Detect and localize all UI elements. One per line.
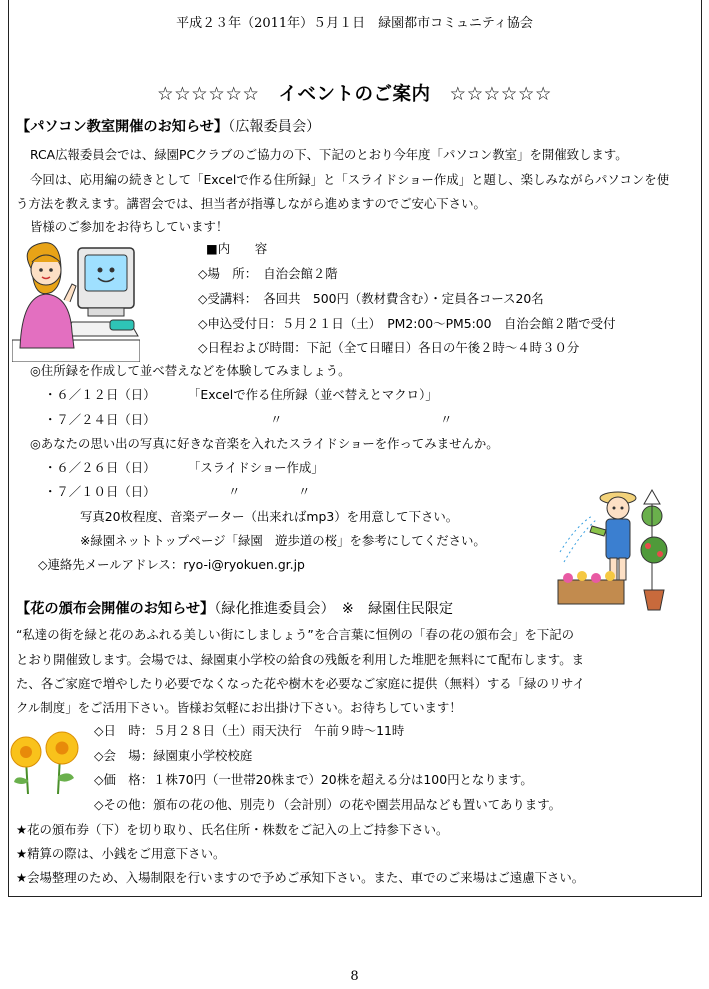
contact-email: ◇連絡先メールアドレス：ryo-i@ryokuen.gr.jp (38, 557, 305, 572)
course2-row2-ditto-2: 〃 (298, 484, 311, 499)
course2-row1-name: 「スライドショー作成」 (188, 460, 324, 475)
flower-note-1: ★花の頒布券（下）を切り取り、氏名住所・株数をご記入の上ご持参下さい。 (16, 822, 449, 837)
flower-heading (16, 601, 453, 618)
pc-heading-main: 【パソコン教室開催のお知らせ】 (16, 119, 229, 135)
flower-detail-datetime: ◇日 時：５月２８日（土）雨天決行 午前９時〜11時 (94, 723, 405, 738)
course1-row1-date: ・６／１２日（日） (44, 387, 156, 402)
flower-intro-4: クル制度」をご活用下さい。皆様お気軽にお出掛け下さい。お待ちしています！ (16, 700, 462, 715)
sunflower-illustration (6, 730, 86, 794)
pc-detail-place: ◇場 所： 自治会館２階 (198, 266, 338, 281)
course2-row1-date: ・６／２６日（日） (44, 460, 156, 475)
course1-row2-ditto-1: 〃 (270, 412, 283, 427)
flower-note-3: ★会場整理のため、入場制限を行いますので予めご承知下さい。また、車でのご来場はご遠慮下さい。 (16, 870, 585, 885)
flower-detail-venue: ◇会 場：緑園東小学校校庭 (94, 748, 253, 763)
page-title: ☆☆☆☆☆☆ イベントのご案内 ☆☆☆☆☆☆ (156, 84, 553, 105)
course2-row2-date: ・７／１０日（日） (44, 484, 156, 499)
pc-intro-2: 今回は、応用編の続きとして「Excelで作る住所録」と「スライドショー作成」と題し、楽しみながらパソコンを使 (30, 172, 670, 187)
flower-detail-price: ◇価 格：１株70円（一世帯20株まで）20株を超える分は100円となります。 (94, 772, 533, 787)
pc-intro-4: 皆様のご参加をお待ちしています！ (30, 219, 229, 234)
flower-detail-other: ◇その他：頒布の花の他、別売り（会計別）の花や園芸用品なども置いてあります。 (94, 797, 561, 812)
pc-details-title: ■内 容 (206, 241, 268, 256)
pc-detail-application: ◇申込受付日：５月２１日（土） PM2:00〜PM5:00 自治会館２階で受付 (198, 316, 616, 331)
flower-intro-3: た、各ご家庭で増やしたり必要でなくなった花や樹木を必要なご家庭に提供（無料）する「緑のリサイ (16, 676, 585, 691)
page-number: 8 (350, 969, 359, 984)
page-header: 平成２３年（2011年）５月１日 緑園都市コミュニティ協会 (176, 16, 533, 31)
course1-row2-ditto-2: 〃 (440, 412, 453, 427)
flower-intro-2: とおり開催致します。会場では、緑園東小学校の給食の残飯を利用した堆肥を無料にて配布します。ま (16, 652, 584, 667)
gardener-illustration (556, 486, 684, 612)
flower-heading-main: 【花の頒布会開催のお知らせ】 (16, 601, 215, 617)
flower-heading-sub: （緑化推進委員会） ※ 緑園住民限定 (214, 601, 454, 617)
course-note-1: 写真20枚程度、音楽データー（出来ればmp3）を用意して下さい。 (80, 509, 459, 524)
flower-intro-1: “私達の街を緑と花のあふれる美しい街にしましょう”を合言葉に恒例の「春の花の頒布会」を下記の (16, 627, 575, 642)
flower-note-2: ★精算の際は、小銭をご用意下さい。 (16, 846, 226, 861)
pc-intro-3: う方法を教えます。講習会では、担当者が指導しながら進めますのでご安心下さい。 (16, 196, 486, 211)
pc-detail-fee: ◇受講料： 各回共 500円（教材費含む）・定員各コース20名 (198, 291, 544, 306)
pc-heading-sub: （広報委員会） (228, 119, 321, 135)
course2-row2-ditto-1: 〃 (228, 484, 241, 499)
pc-detail-schedule: ◇日程および時間：下記（全て日曜日）各日の午後２時〜４時３０分 (198, 340, 580, 355)
pc-heading (16, 119, 320, 136)
computer-user-illustration (12, 240, 140, 362)
pc-intro-1: RCA広報委員会では、緑園PCクラブのご協力の下、下記のとおり今年度「パソコン教室」を開催致します。 (30, 147, 628, 162)
course1-row1-name: 「Excelで作る住所録（並べ替えとマクロ）」 (188, 387, 438, 402)
course-note-2: ※緑園ネットトップページ「緑園 遊歩道の桜」を参考にしてください。 (80, 533, 486, 548)
course1-title: ◎住所録を作成して並べ替えなどを体験してみましょう。 (30, 363, 351, 378)
course2-title: ◎あなたの思い出の写真に好きな音楽を入れたスライドショーを作ってみませんか。 (30, 436, 499, 451)
course1-row2-date: ・７／２４日（日） (44, 412, 156, 427)
